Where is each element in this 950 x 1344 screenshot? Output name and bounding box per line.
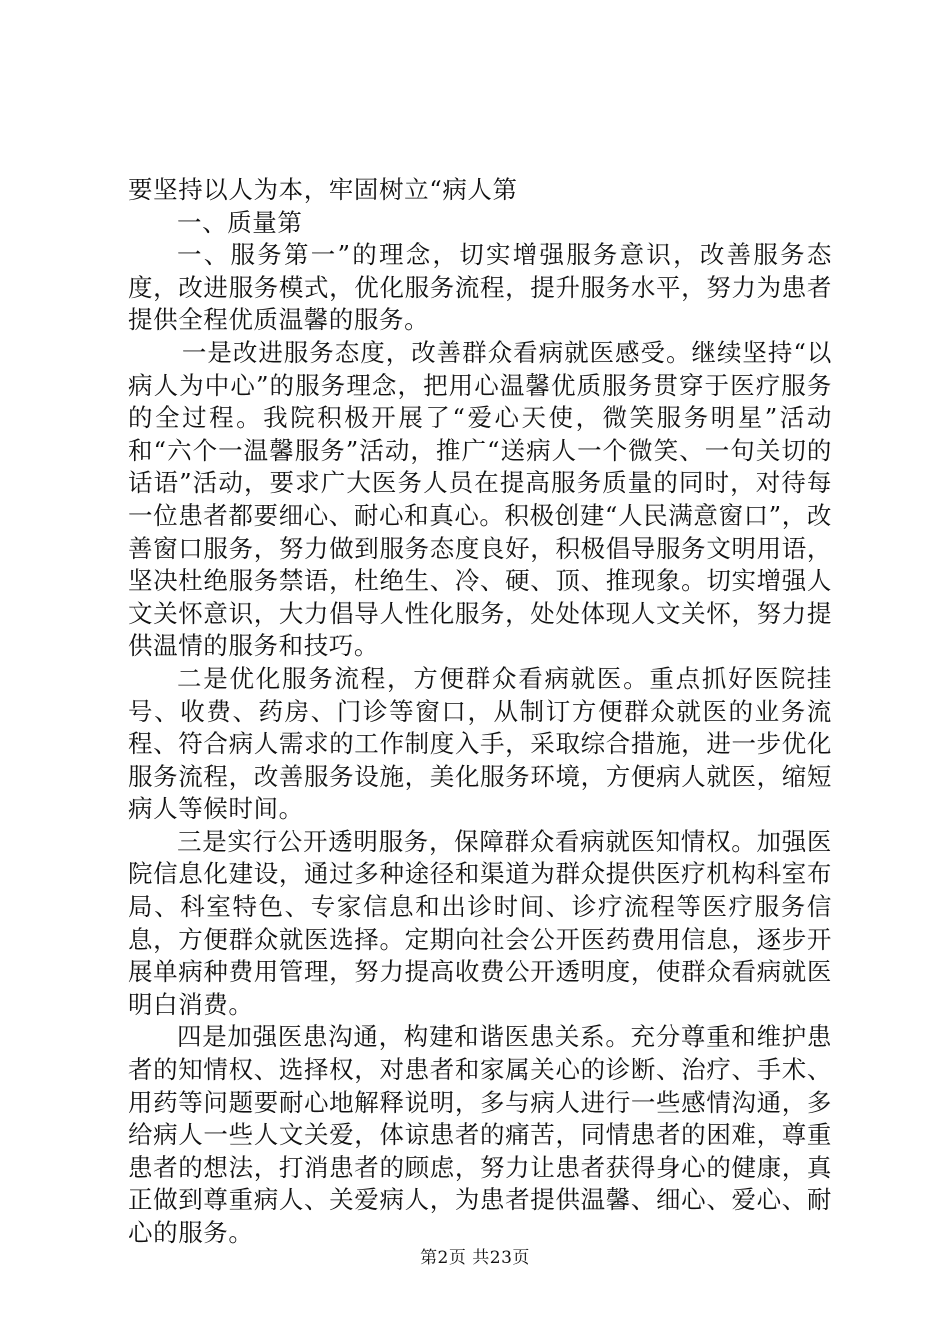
paragraph-intro: 要坚持以人为本，牢固树立“病人第 — [128, 175, 518, 204]
paragraph-point-three: 三是实行公开透明服务，保障群众看病就医知情权。加强医院信息化建设，通过多种途径和渠道为群众提供医疗机构科室布局、科室特色、专家信息和出诊时间、诊疗流程等医疗服务信息，方便群众就医选择。定期向社会公开医药费用信息，逐步开展单病种费用管理，努力提高收费公开透明度，使群众看病就医明白消费。 — [128, 826, 832, 1019]
paragraph-heading-quality: 一、质量第 — [177, 207, 303, 237]
page-number-footer: 第2页 共23页 — [420, 1248, 530, 1268]
paragraph-service-first: 一、服务第一”的理念，切实增强服务意识，改善服务态度，改进服务模式，优化服务流程，提升服务水平，努力为患者提供全程优质温馨的服务。 — [128, 240, 832, 335]
document-body — [128, 174, 832, 1250]
paragraph-point-one: 一是改进服务态度，改善群众看病就医感受。继续坚持“以病人为中心”的服务理念，把用心温馨优质服务贯穿于医疗服务的全过程。我院积极开展了“爱心天使，微笑服务明星”活动和“六个一温馨服务”活动，推广“送病人一个微笑、一句关切的话语”活动，要求广大医务人员在提高服务质量的同时，对待每一位患者都要细心、耐心和真心。积极创建“人民满意窗口”，改善窗口服务，努力做到服务态度良好，积极倡导服务文明用语，坚决杜绝服务禁语，杜绝生、冷、硬、顶、推现象。切实增强人文关怀意识，大力倡导人性化服务，处处体现人文关怀，努力提供温情的服务和技巧。 — [128, 337, 832, 661]
paragraph-point-two: 二是优化服务流程，方便群众看病就医。重点抓好医院挂号、收费、药房、门诊等窗口，从制订方便群众就医的业务流程、符合病人需求的工作制度入手，采取综合措施，进一步优化服务流程，改善服务设施，美化服务环境，方便病人就医，缩短病人等候时间。 — [128, 663, 832, 824]
paragraph-point-four: 四是加强医患沟通，构建和谐医患关系。充分尊重和维护患者的知情权、选择权，对患者和家属关心的诊断、治疗、手术、用药等问题要耐心地解释说明，多与病人进行一些感情沟通，多给病人一些人文关爱，体谅患者的痛苦，同情患者的困难，尊重患者的想法，打消患者的顾虑，努力让患者获得身心的健康，真正做到尊重病人、关爱病人，为患者提供温馨、细心、爱心、耐心的服务。 — [128, 1022, 832, 1247]
